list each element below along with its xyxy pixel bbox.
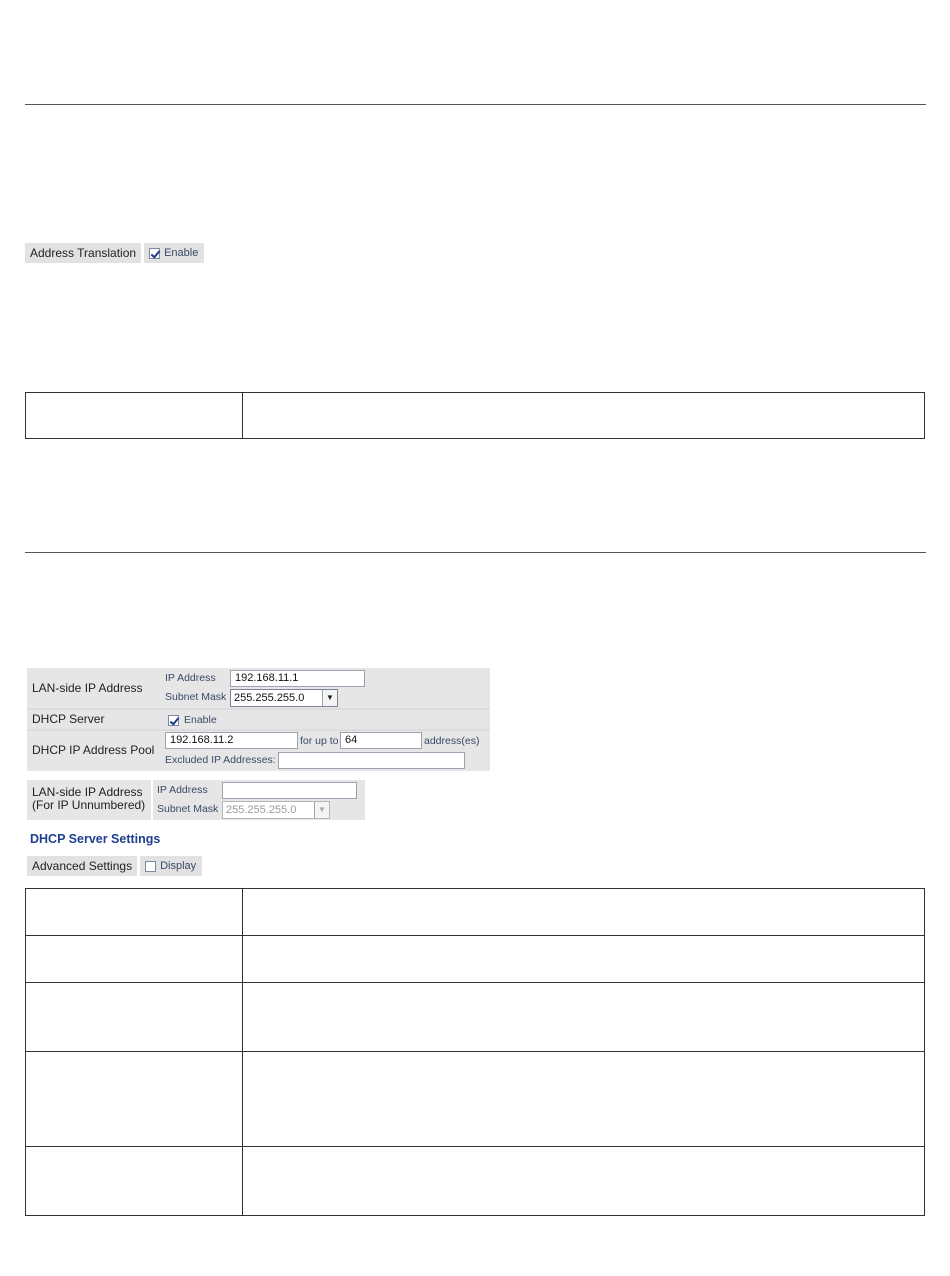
advanced-settings-row <box>27 856 202 876</box>
subnet-mask-select[interactable] <box>230 689 338 707</box>
table-cell <box>26 936 243 983</box>
lan-ip-row <box>27 668 490 708</box>
lan-settings-panel <box>27 668 490 771</box>
chevron-down-icon[interactable]: ▼ <box>314 802 329 818</box>
for-up-to-label: for up to <box>300 735 339 747</box>
dhcp-server-checkbox[interactable] <box>168 715 179 726</box>
pool-count-input[interactable]: 64 <box>340 732 422 749</box>
addresses-label: address(es) <box>424 735 480 747</box>
table-cell <box>26 983 243 1052</box>
description-table <box>25 888 925 1216</box>
display-checkbox[interactable] <box>145 861 156 872</box>
dhcp-pool-label: DHCP IP Address Pool <box>32 743 155 757</box>
ip-address-label: IP Address <box>157 784 208 796</box>
pool-start-input[interactable]: 192.168.11.2 <box>165 732 298 749</box>
enable-label: Enable <box>164 247 199 259</box>
address-translation-checkbox[interactable] <box>149 248 160 259</box>
section-divider <box>25 552 926 553</box>
column-divider <box>151 780 153 820</box>
table-cell <box>26 889 243 936</box>
table-cell <box>243 1052 925 1147</box>
excluded-ip-label: Excluded IP Addresses: <box>165 754 276 766</box>
table-cell <box>243 1147 925 1216</box>
table-cell <box>243 393 925 439</box>
dhcp-server-label: DHCP Server <box>32 712 105 726</box>
unnumbered-panel <box>27 780 365 820</box>
unnumbered-label-line1: LAN-side IP Address <box>32 785 143 799</box>
subnet-mask-label: Subnet Mask <box>165 691 227 703</box>
table-cell <box>26 1052 243 1147</box>
lan-ip-address-input[interactable]: 192.168.11.1 <box>230 670 365 687</box>
dhcp-server-settings-title: DHCP Server Settings <box>30 832 161 846</box>
table-cell <box>243 983 925 1052</box>
table-cell <box>26 393 243 439</box>
dhcp-server-row <box>27 710 490 729</box>
dhcp-enable-label: Enable <box>184 714 217 726</box>
subnet-mask-label: Subnet Mask <box>157 803 219 815</box>
table-cell <box>26 1147 243 1216</box>
unnumbered-label-line2: (For IP Unnumbered) <box>32 798 146 812</box>
advanced-settings-label: Advanced Settings <box>27 856 137 876</box>
advanced-settings-display-control[interactable] <box>140 856 202 876</box>
dhcp-pool-row <box>27 731 490 771</box>
subnet-mask-value: 255.255.255.0 <box>234 692 305 704</box>
unnumbered-ip-address-input[interactable] <box>222 782 357 799</box>
unnumbered-subnet-mask-select[interactable] <box>222 801 330 819</box>
display-label: Display <box>160 860 197 872</box>
chevron-down-icon[interactable]: ▼ <box>322 690 337 706</box>
unnumbered-subnet-mask-value: 255.255.255.0 <box>226 804 297 816</box>
unnumbered-label <box>32 786 145 812</box>
description-table <box>25 392 925 439</box>
table-cell <box>243 936 925 983</box>
excluded-ip-input[interactable] <box>278 752 465 769</box>
lan-ip-label: LAN-side IP Address <box>32 681 143 695</box>
table-cell <box>243 889 925 936</box>
address-translation-enable-control[interactable] <box>144 243 204 263</box>
ip-address-label: IP Address <box>165 672 216 684</box>
address-translation-row <box>25 243 204 263</box>
address-translation-label: Address Translation <box>25 243 141 263</box>
section-divider <box>25 104 926 105</box>
